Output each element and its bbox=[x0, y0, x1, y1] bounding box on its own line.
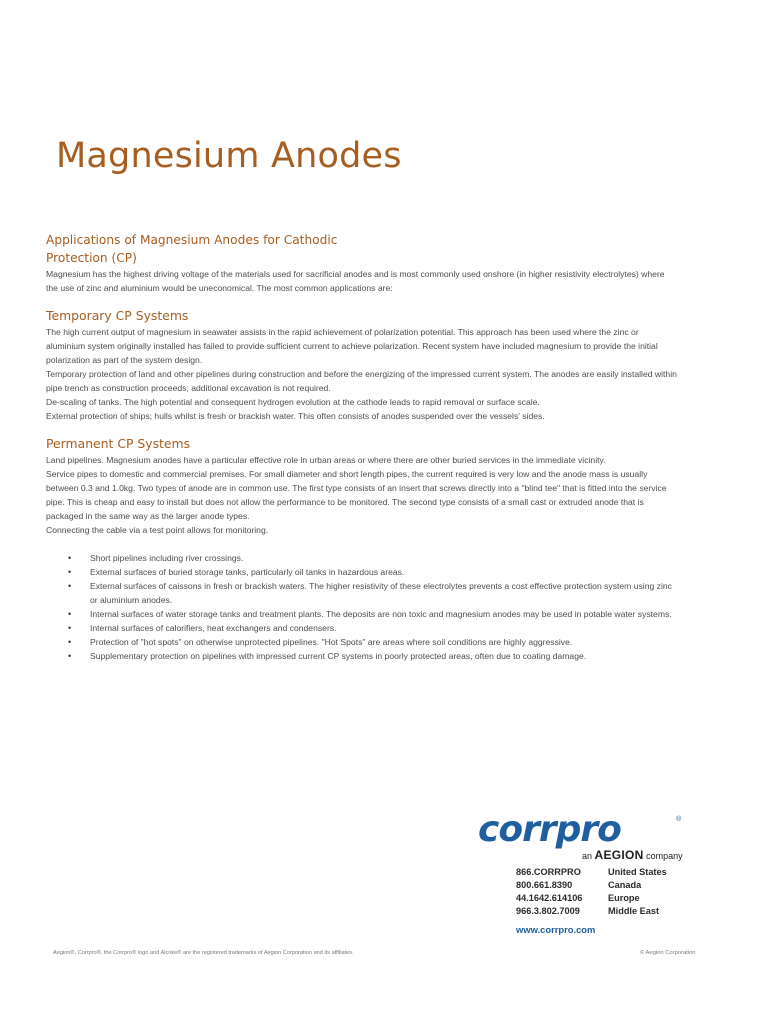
list-item bbox=[46, 649, 678, 663]
trademark-notice: Aegion®, Corrpro®, the Corrpro® logo and Alcoke® are the registered trademarks of Aegion Corporation and its affiliates. bbox=[53, 950, 354, 956]
bullet-icon: • bbox=[68, 609, 72, 619]
registered-mark: ® bbox=[676, 816, 682, 823]
temporary-cp-heading: Temporary CP Systems bbox=[46, 308, 189, 323]
list-item bbox=[46, 607, 678, 621]
list-item-text: External surfaces of buried storage tanks, particularly oil tanks in hazardous areas. bbox=[90, 567, 405, 577]
permanent-paragraph: Land pipelines. Magnesium anodes have a particular effective role in urban areas or where there are other buried services in the immediate vicinity. bbox=[46, 455, 606, 465]
temporary-paragraph: The high current output of magnesium in seawater assists in the rapid achievement of polarization potential. This approach has been used where the zinc or aluminium system originally installed has failed to provide sufficient current to achieve polarization. Recent system have included magnesium to provide the initial polarization as part of the system design. bbox=[46, 327, 658, 365]
website-link[interactable]: www.corrpro.com bbox=[516, 924, 596, 935]
temporary-paragraph: Temporary protection of land and other pipelines during construction and before the energizing of the impressed current system. The anodes are easily installed within pipe trench as construction proceeds; additional excavation is not required. bbox=[46, 369, 677, 393]
list-item bbox=[46, 565, 678, 579]
tagline-suffix: company bbox=[643, 851, 683, 861]
temporary-paragraph: De-scaling of tanks. The high potential and consequent hydrogen evolution at the cathode leads to rapid removal or surface scale. bbox=[46, 397, 540, 407]
list-item bbox=[46, 621, 678, 635]
bullet-icon: • bbox=[68, 567, 72, 577]
section-heading: Applications of Magnesium Anodes for Cathodic Protection (CP) bbox=[46, 233, 338, 265]
phone-number: 966.3.802.7009 bbox=[516, 906, 580, 916]
list-item-text: Internal surfaces of calorifiers, heat exchangers and condensers. bbox=[90, 623, 337, 633]
list-item bbox=[46, 551, 678, 565]
region-label: Europe bbox=[608, 893, 640, 903]
list-item-text: Short pipelines including river crossings. bbox=[90, 553, 244, 563]
applications-list bbox=[46, 551, 678, 663]
tagline-prefix: an bbox=[582, 851, 595, 861]
bullet-icon: • bbox=[68, 553, 72, 563]
corrpro-logo bbox=[478, 809, 688, 864]
phone-number: 800.661.8390 bbox=[516, 880, 573, 890]
bullet-icon: • bbox=[68, 581, 72, 591]
contact-row bbox=[516, 867, 706, 880]
region-label: United States bbox=[608, 867, 667, 877]
list-item-text: Supplementary protection on pipelines with impressed current CP systems in poorly protected areas, often due to coating damage. bbox=[90, 651, 587, 661]
permanent-paragraph: Service pipes to domestic and commercial premises. For small diameter and short length pipes, the current required is very low and the anode mass is usually between 0.3 and 1.0kg. Two types of anode are in common use. The first type consists of an insert that screws directly into a "blind tee" that is fitted into the service pipe. This is cheap and easy to install but does not allow the performance to be monitored. The second type consists of a small cast or extruded anode that is packaged in the same way as the larger anode types. bbox=[46, 469, 667, 521]
phone-number: 44.1642.614106 bbox=[516, 893, 583, 903]
logo-tagline bbox=[582, 848, 683, 862]
temporary-paragraph: External protection of ships; hulls whilst is fresh or brackish water. This often consists of anodes suspended over the vessels' sides. bbox=[46, 411, 545, 421]
region-label: Middle East bbox=[608, 906, 660, 916]
page-title: Magnesium Anodes bbox=[56, 136, 402, 176]
contact-row bbox=[516, 906, 706, 919]
permanent-paragraph: Connecting the cable via a test point allows for monitoring. bbox=[46, 525, 269, 535]
bullet-icon: • bbox=[68, 637, 72, 647]
intro-paragraph: Magnesium has the highest driving voltage of the materials used for sacrificial anodes and is most commonly used onshore (in higher resistivity electrolytes) where the use of zinc and aluminium would be uneconomical. The most common applications are: bbox=[46, 269, 665, 293]
contact-row bbox=[516, 893, 706, 906]
permanent-cp-heading: Permanent CP Systems bbox=[46, 436, 191, 451]
list-item bbox=[46, 579, 678, 607]
contact-list bbox=[516, 867, 706, 919]
document-body bbox=[46, 231, 678, 663]
bullet-icon: • bbox=[68, 651, 72, 661]
contact-row bbox=[516, 880, 706, 893]
tagline-brand: AEGION bbox=[594, 848, 644, 862]
list-item bbox=[46, 635, 678, 649]
region-label: Canada bbox=[608, 880, 642, 890]
bullet-icon: • bbox=[68, 623, 72, 633]
list-item-text: Internal surfaces of water storage tanks and treatment plants. The deposits are non toxic and magnesium anodes may be used in potable water systems. bbox=[90, 609, 672, 619]
list-item-text: Protection of "hot spots" on otherwise unprotected pipelines. "Hot Spots" are areas where soil conditions are highly aggressive. bbox=[90, 637, 573, 647]
copyright-notice: © Aegion Corporation bbox=[640, 950, 696, 956]
phone-number: 866.CORRPRO bbox=[516, 867, 581, 877]
logo-wordmark: corrpro bbox=[478, 809, 621, 850]
list-item-text: External surfaces of caissons in fresh or brackish waters. The higher resistivity of these electrolytes prevents a cost effective protection system using zinc or aluminium anodes. bbox=[90, 581, 672, 605]
